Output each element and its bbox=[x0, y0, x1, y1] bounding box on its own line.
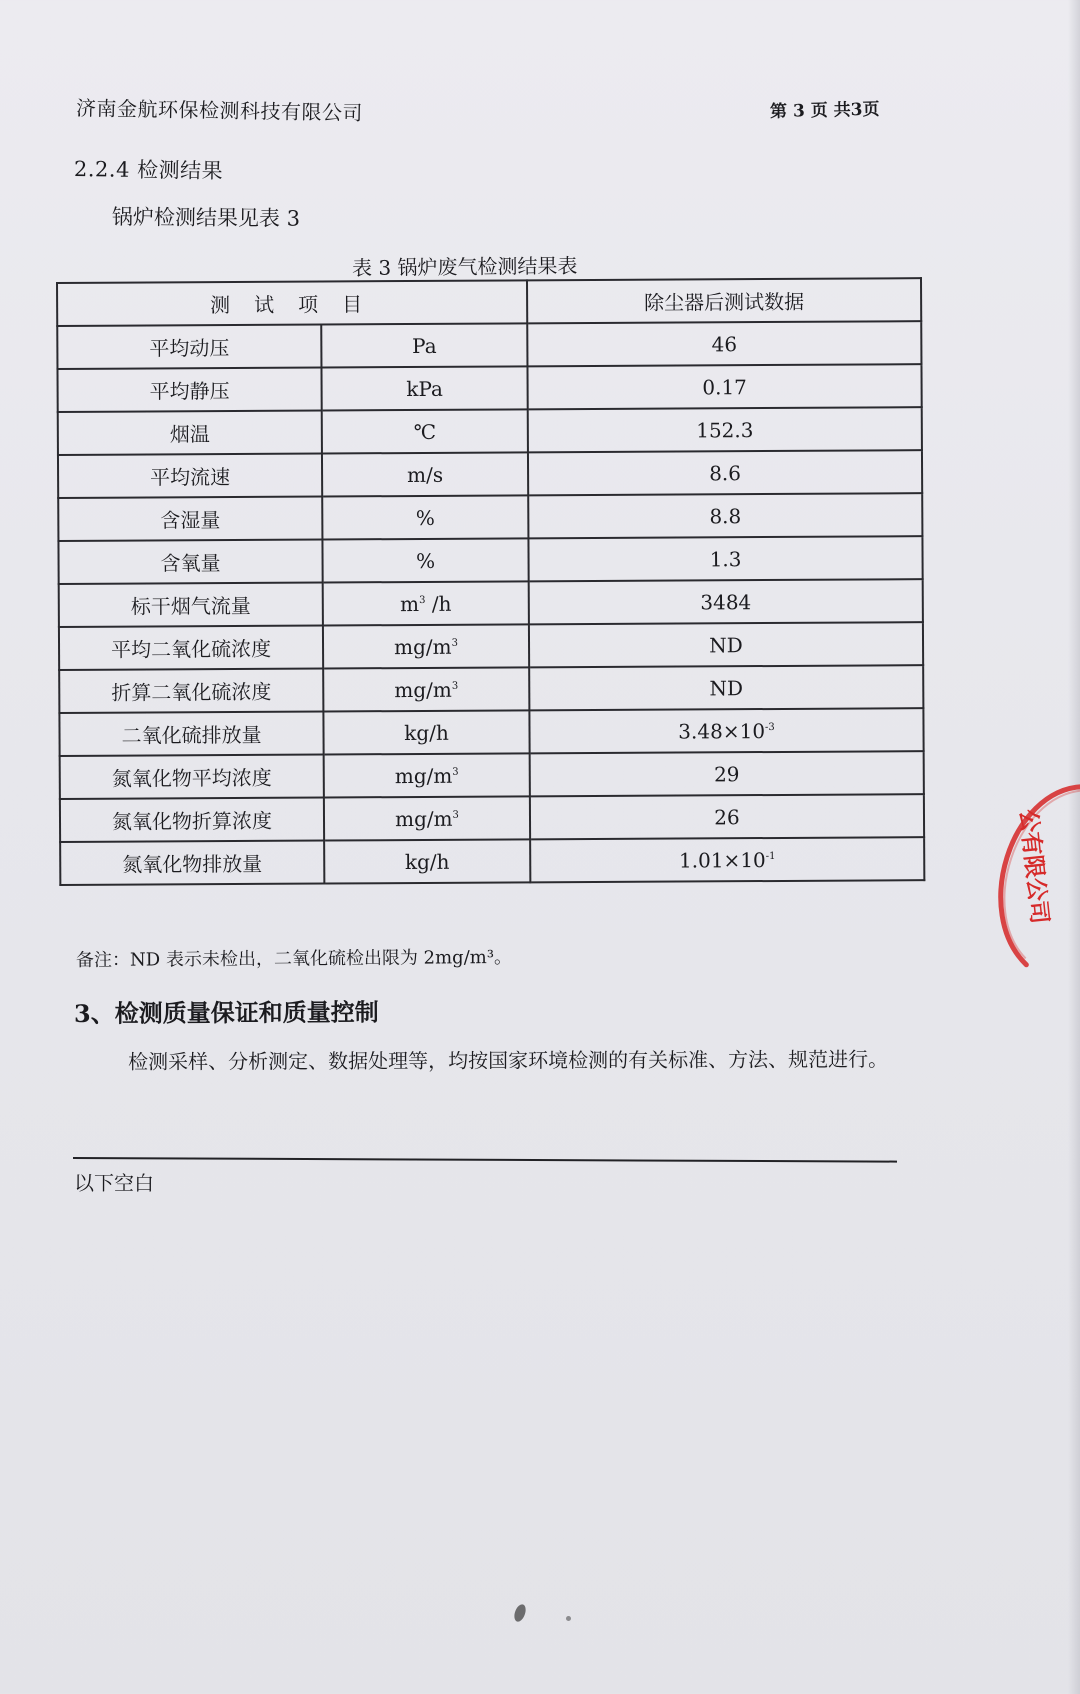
row-unit: kg/h bbox=[324, 839, 530, 883]
row-item: 标干烟气流量 bbox=[59, 583, 323, 627]
row-item: 含湿量 bbox=[58, 497, 322, 541]
row-value: ND bbox=[529, 622, 923, 667]
company-name: 济南金航环保检测科技有限公司 bbox=[75, 96, 364, 126]
row-unit bbox=[324, 796, 530, 840]
table-row bbox=[59, 622, 923, 670]
table-row bbox=[59, 579, 923, 627]
row-value: 8.8 bbox=[528, 493, 922, 538]
table-row bbox=[57, 364, 921, 412]
row-value: 0.17 bbox=[527, 364, 921, 409]
header-test-item: 测试项目 bbox=[57, 280, 527, 326]
unit-superscript: 3 bbox=[451, 637, 458, 649]
row-item: 平均二氧化硫浓度 bbox=[59, 626, 323, 670]
row-item: 二氧化硫排放量 bbox=[59, 712, 323, 756]
row-value: 26 bbox=[530, 794, 924, 839]
row-unit: kPa bbox=[321, 366, 527, 410]
results-table bbox=[56, 277, 925, 886]
total-pages: 3 bbox=[850, 100, 863, 121]
seal-text: 公有限公司 bbox=[1014, 807, 1054, 926]
row-unit: ℃ bbox=[322, 409, 528, 453]
table-header-row bbox=[57, 278, 921, 326]
results-table-wrap bbox=[56, 277, 923, 886]
unit-superscript: 3 bbox=[419, 594, 426, 606]
paper-edge bbox=[1068, 0, 1080, 1694]
row-unit bbox=[323, 624, 529, 668]
row-item: 氮氧化物排放量 bbox=[60, 841, 324, 885]
ink-dot bbox=[566, 1616, 571, 1621]
row-item: 平均动压 bbox=[57, 325, 321, 369]
row-value: 8.6 bbox=[528, 450, 922, 495]
value-base: 3.48×10 bbox=[678, 718, 766, 744]
section-3-paragraph: 检测采样、分析测定、数据处理等，均按国家环境检测的有关标准、方法、规范进行。 bbox=[128, 1047, 889, 1074]
result-heading: 2.2.4 检测结果 bbox=[73, 157, 224, 184]
row-unit: % bbox=[322, 538, 528, 582]
row-unit bbox=[324, 753, 530, 797]
row-unit bbox=[323, 667, 529, 711]
value-exponent: -1 bbox=[765, 850, 776, 862]
table-row bbox=[58, 536, 922, 584]
row-unit: % bbox=[322, 495, 528, 539]
value-base: 1.01×10 bbox=[678, 847, 766, 873]
separator-rule bbox=[73, 1157, 897, 1163]
table-row bbox=[58, 493, 922, 541]
row-unit: Pa bbox=[321, 323, 527, 367]
section-3-heading: 3、检测质量保证和质量控制 bbox=[73, 997, 379, 1028]
page-indicator-suffix: 页 bbox=[862, 99, 880, 121]
unit-base: m bbox=[400, 591, 420, 616]
unit-superscript: 3 bbox=[451, 680, 459, 692]
ink-smudge bbox=[512, 1603, 528, 1623]
unit-base: mg/m bbox=[394, 806, 453, 831]
result-intro: 锅炉检测结果见表 3 bbox=[111, 205, 301, 231]
row-unit bbox=[323, 581, 529, 625]
row-value bbox=[530, 837, 924, 882]
row-value: 46 bbox=[527, 321, 921, 366]
row-value bbox=[529, 708, 923, 753]
row-value: ND bbox=[529, 665, 923, 710]
page-indicator bbox=[770, 95, 880, 122]
table-row bbox=[57, 321, 921, 369]
unit-base: mg/m bbox=[394, 763, 453, 788]
table-body bbox=[57, 321, 924, 885]
row-item: 氮氧化物平均浓度 bbox=[60, 755, 324, 799]
row-value: 3484 bbox=[529, 579, 923, 624]
row-item: 平均静压 bbox=[57, 368, 321, 412]
row-item: 含氧量 bbox=[58, 540, 322, 584]
company-seal bbox=[966, 763, 1080, 982]
page-indicator-prefix: 第 bbox=[769, 101, 788, 122]
page-number: 3 bbox=[792, 101, 806, 122]
row-value: 152.3 bbox=[528, 407, 922, 452]
row-value: 1.3 bbox=[528, 536, 922, 581]
page-indicator-mid: 页 共 bbox=[810, 100, 851, 122]
table-note: 备注：ND 表示未检出，二氧化硫检出限为 2mg/m³。 bbox=[75, 946, 513, 971]
value-exponent: -3 bbox=[764, 721, 775, 733]
table-row bbox=[60, 751, 924, 799]
unit-tail: /h bbox=[425, 591, 452, 616]
row-item: 平均流速 bbox=[58, 454, 322, 498]
table-row bbox=[60, 837, 924, 885]
row-unit: m/s bbox=[322, 452, 528, 496]
table-row bbox=[59, 665, 923, 713]
table-row bbox=[58, 407, 922, 455]
table-row bbox=[60, 794, 924, 842]
row-item: 烟温 bbox=[58, 411, 322, 455]
row-item: 折算二氧化硫浓度 bbox=[59, 669, 323, 713]
unit-base: mg/m bbox=[394, 677, 452, 702]
header-after-dust-remover: 除尘器后测试数据 bbox=[527, 278, 921, 323]
table-row bbox=[58, 450, 922, 498]
row-unit: kg/h bbox=[323, 710, 529, 754]
unit-superscript: 3 bbox=[452, 766, 459, 778]
row-item: 氮氧化物折算浓度 bbox=[60, 798, 324, 842]
blank-below-note: 以下空白 bbox=[73, 1171, 155, 1196]
unit-superscript: 3 bbox=[452, 809, 459, 821]
table-row bbox=[59, 708, 923, 756]
table-title: 表 3 锅炉废气检测结果表 bbox=[351, 253, 578, 280]
row-value: 29 bbox=[530, 751, 924, 796]
unit-base: mg/m bbox=[394, 634, 452, 659]
